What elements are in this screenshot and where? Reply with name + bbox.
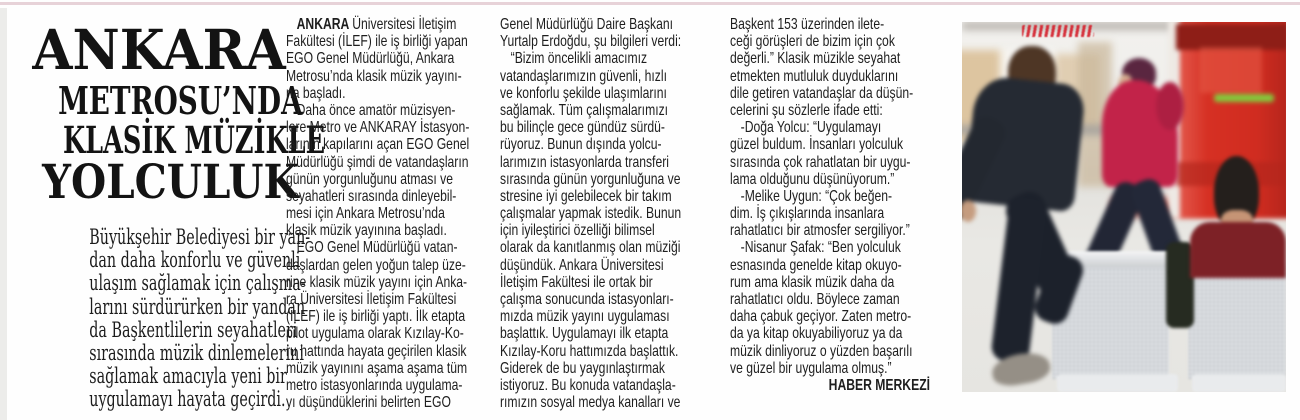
lede-line: larını sürdürürken bir yandan — [89, 294, 306, 319]
article-line: sağlamak. Tüm çalışmalarımızı — [500, 101, 669, 119]
article-line: Fakültesi (İLEF) ile iş birliği yapan — [286, 33, 468, 51]
article-line: güzel buldum. İnsanları yolculuk — [730, 136, 904, 154]
article-line: ve güzel bir uygulama olmuş.” — [730, 359, 892, 377]
article-line: olarak da kanıtlanmış olan müziği — [500, 239, 681, 257]
article-line: pilot uygulama olarak Kızılay-Ko- — [286, 325, 464, 343]
lede-line: sağlamak amacıyla yeni bir — [89, 364, 287, 389]
article-line: larımızın istasyonlarda transferi — [500, 153, 669, 171]
article-line: rahatlatıcı oldu. Böylece zaman — [730, 291, 900, 308]
article-line: lama olduğunu düşünüyorum.” — [730, 170, 895, 188]
article-line: rine klasik müzik yayını için Anka- — [286, 273, 468, 291]
article-line: mızda müzik yayını uygulaması — [500, 308, 670, 326]
article-line: dim. İş çıkışlarında insanlara — [730, 205, 885, 223]
article-line: günün yorgunluğunu atması ve — [286, 170, 453, 188]
article-line: stresine iyi gelebilecek bir takım — [500, 187, 672, 205]
hand — [962, 200, 976, 222]
lede-line: ulaşım sağlamak için çalışma- — [89, 271, 306, 296]
headline-line-1: ANKARA — [32, 17, 286, 82]
article-line: klasik müzik yayınına başladı. — [286, 222, 447, 240]
article-line: mesi için Ankara Metrosu’nda — [286, 205, 445, 223]
metro-platform-photo — [962, 22, 1286, 392]
headline-line-2: METROSU’NDA — [58, 78, 303, 123]
article-column-1 — [286, 16, 486, 411]
article-line: müzik yayınını aşama aşama tüm — [286, 359, 468, 377]
article-line: EGO Genel Müdürlüğü vatan- — [296, 239, 458, 257]
article-line: değerli.” Klasik müzikle seyahat — [730, 50, 901, 68]
article-line: celerini şu sözlerle ifade etti: — [730, 101, 883, 119]
lede-line: da Başkentlilerin seyahatleri — [89, 317, 298, 342]
article-line: “Bizim öncelikli amacımız — [510, 50, 648, 68]
article-line: çalışma sonucunda istasyonları- — [500, 291, 674, 308]
article-line: EGO Genel Müdürlüğü, Ankara — [286, 50, 455, 68]
article-line: çalışmalar yapmak istedik. Bunun — [500, 205, 682, 223]
top-rule — [0, 2, 1300, 5]
article-line: rüyoruz. Bunun dışında yolcu- — [500, 136, 662, 154]
article-line: müzik dinliyoruz o yüzden başarılı — [730, 342, 913, 360]
article-line: yı düşündüklerini belirten EGO — [286, 394, 451, 412]
article-line: ru hattında hayata geçirilen klasik — [286, 342, 467, 360]
article-line: HABER MERKEZİ — [828, 376, 930, 394]
article-line: esnasında genelde kitap okuyo- — [730, 256, 902, 274]
lede-line: Büyükşehir Belediyesi bir yan- — [89, 225, 311, 249]
article-line: lere Metro ve ANKARAY İstasyon- — [286, 119, 470, 137]
article-line: na başladı. — [286, 84, 346, 102]
article-line: Daha önce amatör müzisyen- — [296, 101, 456, 119]
headline-line-3: KLASİK MÜZİKLE — [62, 118, 326, 162]
article-line: Yurtalp Erdoğdu, şu bilgileri verdi: — [500, 33, 682, 51]
article-line: rımızın sosyal medya kanalları ve — [500, 394, 681, 412]
article-line: ve konforlu şekilde ulaşımlarını — [500, 84, 667, 102]
article-line: Başkent 153 üzerinden ilete- — [730, 16, 885, 33]
article-line: ANKARA Üniversitesi İletişim — [296, 16, 457, 33]
article-line: daşlardan gelen yoğun talep üze- — [286, 256, 466, 274]
article-line: Müdürlüğü şimdi de vatandaşların — [286, 153, 469, 171]
article-line: sırasında günün yorgunluğuna ve — [500, 170, 681, 188]
lede-line: dan daha konforlu ve güvenli — [89, 248, 301, 273]
headline-line-4: YOLCULUK — [42, 155, 299, 210]
article-column-3 — [730, 16, 930, 394]
article-line: etmekten mutluluk duyduklarını — [730, 67, 899, 85]
article-line: Kızılay-Koru hattımızda başlattık. — [500, 342, 679, 360]
article-line: rahatlatıcı bir atmosfer sergiliyor.” — [730, 222, 910, 240]
article-line: -Nisanur Şafak: “Ben yolculuk — [740, 239, 901, 257]
article-line: sırasında çok rahatlatan bir uygu- — [730, 153, 911, 171]
article-line: Genel Müdürlüğü Daire Başkanı — [500, 16, 674, 33]
article-line: bu bilinçle gece gündüz sürdü- — [500, 119, 665, 137]
article-line: Metrosu’nda klasik müzik yayını- — [286, 67, 462, 85]
page-edge-shading — [0, 8, 7, 420]
article-line: ra Üniversitesi İletişim Fakültesi — [286, 291, 457, 308]
article-line: ceği görüşleri de bizim için çok — [730, 33, 895, 51]
article-line: başlattık. Uygulamayı ilk etapta — [500, 325, 669, 343]
article-line: (İLEF) ile iş birliği yaptı. İlk etapta — [286, 308, 466, 326]
article-line: düşündük. Ankara Üniversitesi — [500, 256, 664, 274]
article-line: dile getiren vatandaşlar da düşün- — [730, 84, 914, 102]
article-line: rum ama klasik müzik daha da — [730, 273, 895, 291]
lede-line: uygulamayı hayata geçirdi. — [89, 387, 286, 412]
article-line: da ya kitap okuyabiliyoruz ya da — [730, 325, 903, 343]
article-line: için iyileştirici özelliği bilimsel — [500, 222, 655, 240]
article-line: İletişim Fakültesi ile ortak bir — [500, 273, 653, 291]
article-line: seyahatleri sırasında dinleyebil- — [286, 187, 457, 205]
lede-line: sırasında müzik dinlemelerini — [89, 340, 304, 365]
article-line: larının kapılarını açan EGO Genel — [286, 136, 470, 154]
walking-man-dark-jacket — [962, 22, 1286, 392]
article-line: daha çabuk geçiyor. Zaten metro- — [730, 308, 912, 326]
article-column-2 — [500, 16, 700, 411]
article-line: Giderek de bu yaygınlaştırmak — [500, 359, 665, 377]
article-line: vatandaşlarımızın güvenli, hızlı — [500, 67, 667, 85]
article-line: metro istasyonlarında uygulama- — [286, 376, 463, 394]
article-line: -Melike Uygun: “Çok beğen- — [740, 187, 893, 205]
article-line: -Doğa Yolcu: “Uygulamayı — [740, 119, 882, 137]
article-line: istiyoruz. Bu konuda vatandaşla- — [500, 376, 676, 394]
lede-paragraph — [8, 225, 311, 412]
